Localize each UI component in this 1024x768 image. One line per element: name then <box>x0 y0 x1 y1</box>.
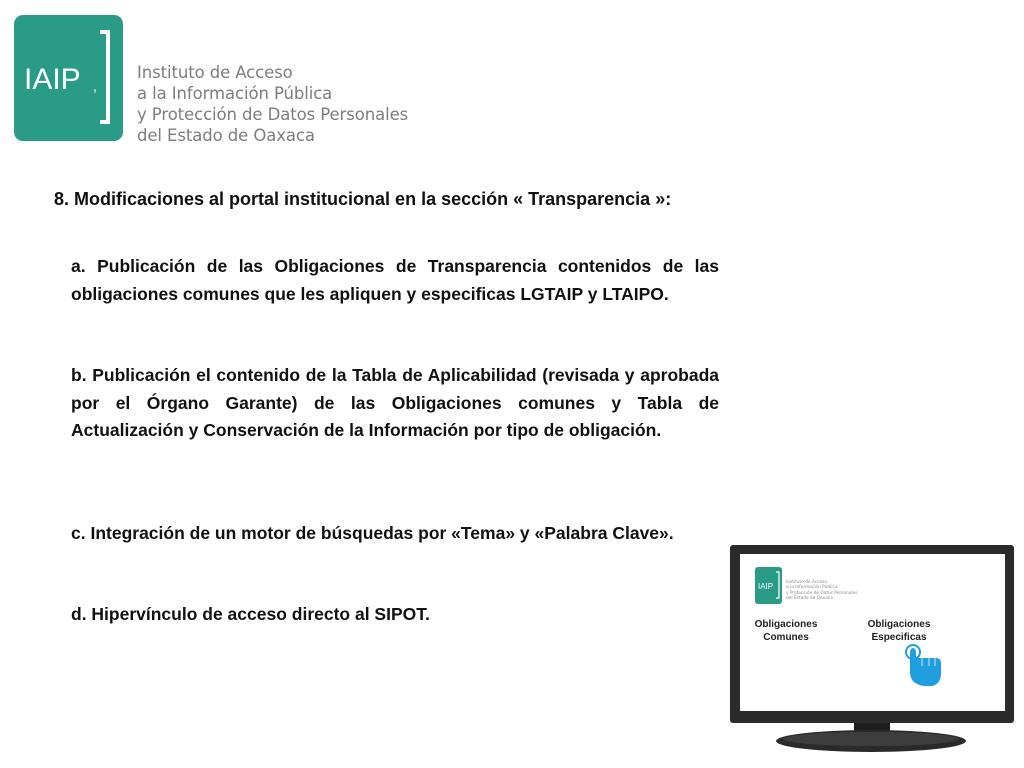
list-item-c: c. Integración de un motor de búsquedas por «Tema» y «Palabra Clave». <box>71 523 674 543</box>
institution-name <box>137 62 408 146</box>
list-item-a: a. Publicación de las Obligaciones de Transparencia contenidos de las obligaciones comunes que les apliquen y especificas LGTAIP y LTAIPO. <box>71 256 719 304</box>
list-item-d: d. Hipervínculo de acceso directo al SIPOT. <box>71 604 430 624</box>
mini-institution-name: Instituto de Acceso a la Información Pública y Protección de Datos Personales del Estado de Oaxaca <box>786 580 858 602</box>
section-heading: 8. Modificaciones al portal institucional en la sección « Transparencia »: <box>54 189 672 209</box>
institution-name-line: a la Información Pública <box>137 84 333 103</box>
institution-name-line: del Estado de Oaxaca <box>137 126 315 145</box>
obligaciones-especificas-button[interactable]: Obligaciones Especificas <box>867 619 931 643</box>
obligaciones-comunes-button[interactable]: Obligaciones Comunes <box>754 619 818 643</box>
list-item-b: b. Publicación el contenido de la Tabla de Aplicabilidad (revisada y aprobada por el Órgano Garante) de las Obligaciones comunes y Tabla de Actualización y Conservación de la Información por tipo de obligación. <box>71 365 719 440</box>
mini-logo-acronym: IAIP <box>758 582 774 591</box>
monitor-illustration <box>730 545 1014 759</box>
institution-name-line: Instituto de Acceso <box>137 63 293 82</box>
svg-text:,: , <box>93 78 97 94</box>
institution-name-line: y Protección de Datos Personales <box>137 105 409 124</box>
iaip-logo <box>14 15 123 141</box>
logo-acronym: IAIP <box>24 63 81 96</box>
